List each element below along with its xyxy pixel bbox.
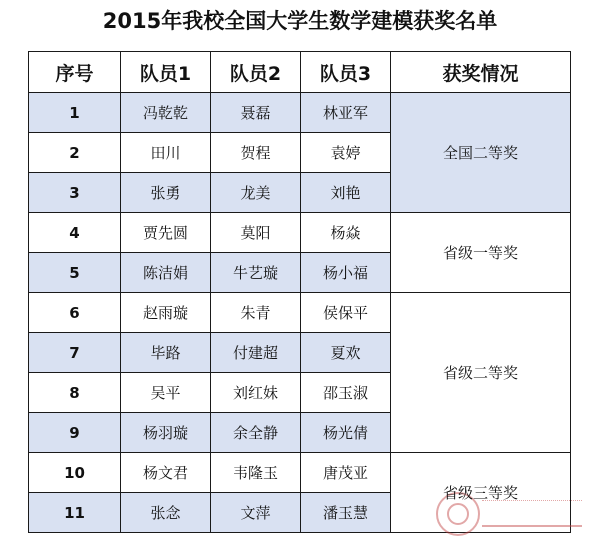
member3-cell: 邵玉淑 bbox=[301, 373, 391, 413]
award-cell bbox=[391, 293, 571, 453]
member2-cell: 余全静 bbox=[211, 413, 301, 453]
awards-table bbox=[28, 51, 571, 533]
member1-cell: 冯乾乾 bbox=[121, 93, 211, 133]
table-row bbox=[29, 93, 571, 133]
member3-cell: 侯保平 bbox=[301, 293, 391, 333]
row-index: 10 bbox=[29, 453, 121, 493]
row-index: 2 bbox=[29, 133, 121, 173]
table-row bbox=[29, 293, 571, 333]
row-index: 5 bbox=[29, 253, 121, 293]
award-cell bbox=[391, 213, 571, 293]
member1-cell: 田川 bbox=[121, 133, 211, 173]
member3-cell: 杨光倩 bbox=[301, 413, 391, 453]
member1-cell: 张念 bbox=[121, 493, 211, 533]
member3-cell: 刘艳 bbox=[301, 173, 391, 213]
member2-cell: 贺程 bbox=[211, 133, 301, 173]
award-cell bbox=[391, 453, 571, 533]
member1-cell: 赵雨璇 bbox=[121, 293, 211, 333]
member1-cell: 陈洁娟 bbox=[121, 253, 211, 293]
row-index: 6 bbox=[29, 293, 121, 333]
member3-cell: 潘玉慧 bbox=[301, 493, 391, 533]
member1-cell: 杨羽璇 bbox=[121, 413, 211, 453]
row-index: 9 bbox=[29, 413, 121, 453]
member1-cell: 贾先圆 bbox=[121, 213, 211, 253]
member3-cell: 唐茂亚 bbox=[301, 453, 391, 493]
member1-cell: 毕路 bbox=[121, 333, 211, 373]
row-index: 8 bbox=[29, 373, 121, 413]
column-header-award: 获奖情况 bbox=[391, 52, 571, 93]
table-row bbox=[29, 213, 571, 253]
member2-cell: 刘红妹 bbox=[211, 373, 301, 413]
member2-cell: 韦隆玉 bbox=[211, 453, 301, 493]
member1-cell: 张勇 bbox=[121, 173, 211, 213]
page-title: 2015年我校全国大学生数学建模获奖名单 bbox=[102, 9, 498, 33]
column-header-member3: 队员3 bbox=[301, 52, 391, 93]
header-row bbox=[29, 52, 571, 93]
table-body bbox=[29, 93, 571, 533]
row-index: 7 bbox=[29, 333, 121, 373]
member3-cell: 杨小福 bbox=[301, 253, 391, 293]
award-label: 全国二等奖 bbox=[442, 144, 518, 162]
member3-cell: 杨焱 bbox=[301, 213, 391, 253]
row-index: 3 bbox=[29, 173, 121, 213]
member2-cell: 龙美 bbox=[211, 173, 301, 213]
member2-cell: 莫阳 bbox=[211, 213, 301, 253]
award-label: 省级三等奖 bbox=[442, 484, 518, 502]
row-index: 4 bbox=[29, 213, 121, 253]
table-row bbox=[29, 453, 571, 493]
member2-cell: 付建超 bbox=[211, 333, 301, 373]
award-label: 省级一等奖 bbox=[442, 244, 518, 262]
row-index: 11 bbox=[29, 493, 121, 533]
member2-cell: 文萍 bbox=[211, 493, 301, 533]
member3-cell: 林亚军 bbox=[301, 93, 391, 133]
member2-cell: 牛艺璇 bbox=[211, 253, 301, 293]
award-cell bbox=[391, 93, 571, 213]
member3-cell: 夏欢 bbox=[301, 333, 391, 373]
award-label: 省级二等奖 bbox=[442, 364, 518, 382]
member2-cell: 朱青 bbox=[211, 293, 301, 333]
column-header-index: 序号 bbox=[29, 52, 121, 93]
column-header-member1: 队员1 bbox=[121, 52, 211, 93]
column-header-member2: 队员2 bbox=[211, 52, 301, 93]
row-index: 1 bbox=[29, 93, 121, 133]
member2-cell: 聂磊 bbox=[211, 93, 301, 133]
member1-cell: 杨文君 bbox=[121, 453, 211, 493]
member3-cell: 袁婷 bbox=[301, 133, 391, 173]
member1-cell: 吴平 bbox=[121, 373, 211, 413]
